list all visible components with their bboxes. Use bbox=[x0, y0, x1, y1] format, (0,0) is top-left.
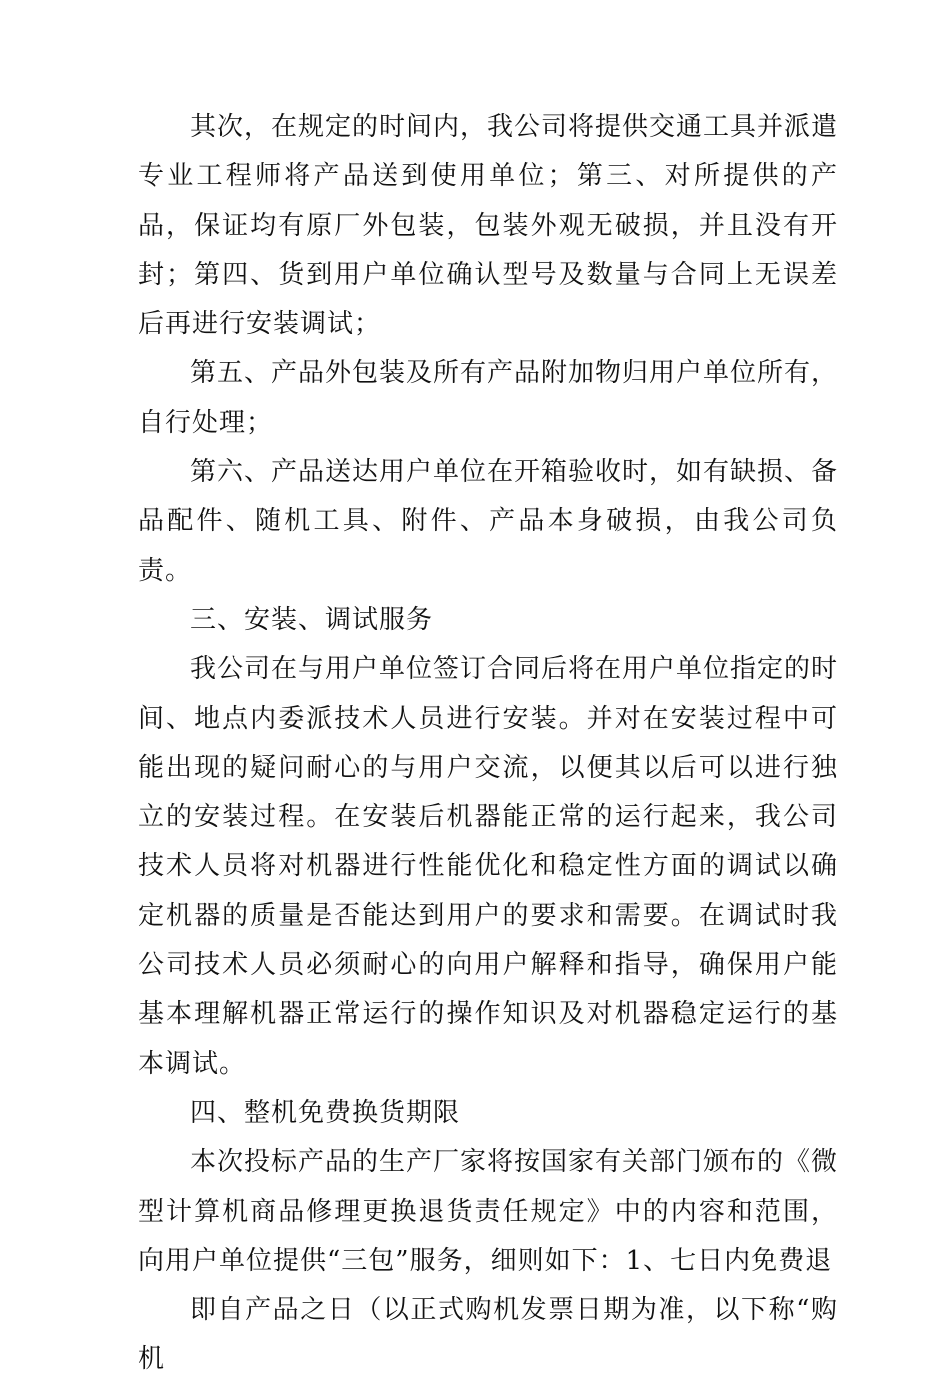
paragraph-damage: 第六、产品送达用户单位在开箱验收时，如有缺损、备品配件、随机工具、附件、产品本身破损，由我公司负责。 bbox=[138, 457, 839, 586]
paragraph-purchase-date: 即自产品之日（以正式购机发票日期为准，以下称“购机 bbox=[138, 1295, 838, 1375]
section-heading-exchange: 四、整机免费换货期限 bbox=[190, 1097, 461, 1128]
paragraph-delivery: 其次，在规定的时间内，我公司将提供交通工具并派遣专业工程师将产品送到使用单位；第三、对所提供的产品，保证均有原厂外包装，包装外观无破损，并且没有开封；第四、货到用户单位确认型号及数量与合同上无误差后再进行安装调试； bbox=[138, 112, 839, 340]
paragraph-warranty: 本次投标产品的生产厂家将按国家有关部门颁布的《微型计算机商品修理更换退货责任规定》中的内容和范围，向用户单位提供“三包”服务，细则如下：1、七日内免费退 bbox=[138, 1147, 839, 1276]
paragraph-packaging: 第五、产品外包装及所有产品附加物归用户单位所有，自行处理； bbox=[138, 358, 839, 438]
document-body bbox=[138, 103, 838, 1385]
section-heading-installation: 三、安装、调试服务 bbox=[190, 604, 434, 635]
paragraph-installation: 我公司在与用户单位签订合同后将在用户单位指定的时间、地点内委派技术人员进行安装。并对在安装过程中可能出现的疑问耐心的与用户交流，以便其以后可以进行独立的安装过程。在安装后机器能正常的运行起来，我公司技术人员将对机器进行性能优化和稳定性方面的调试以确定机器的质量是否能达到用户的要求和需要。在调试时我公司技术人员必须耐心的向用户解释和指导，确保用户能基本理解机器正常运行的操作知识及对机器稳定运行的基本调试。 bbox=[138, 654, 839, 1079]
